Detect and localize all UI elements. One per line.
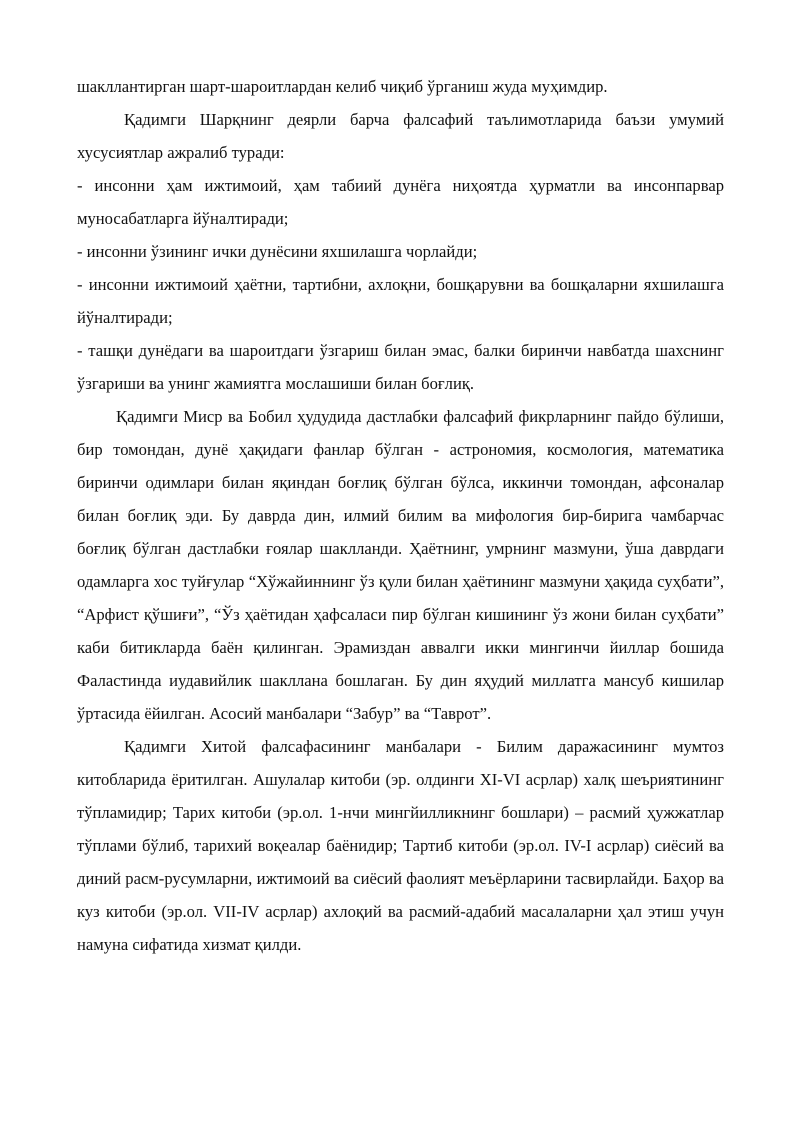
paragraph-continuation: шакллантирган шарт-шароитлардан келиб чиқиб ўрганиш жуда муҳимдир. (77, 77, 608, 96)
list-item-feature-2: - инсонни ўзининг ички дунёсини яхшилашга чорлайди; (77, 242, 478, 261)
list-item-feature-1: - инсонни ҳам ижтимоий, ҳам табиий дунёга ниҳоятда ҳурматли ва инсонпарвар муносабатларга йўналтиради; (77, 176, 724, 228)
paragraph-egypt-babylon: Қадимги Миср ва Бобил ҳудудида дастлабки фалсафий фикрларнинг пайдо бўлиши, бир томондан, дунё ҳақидаги фанлар бўлган - астрономия, космология, математика биринчи одимлари билан яқиндан боғлиқ бўлган бўлса, иккинчи томондан, афсоналар билан боғлиқ эди. Бу даврда дин, илмий билим ва мифология бир-бирига чамбарчас боғлиқ бўлган дастлабки ғоялар шаклланди. Ҳаётнинг, умрнинг мазмуни, ўша даврдаги одамларга хос туйғулар “Хўжайиннинг ўз қули билан ҳаётининг мазмуни ҳақида суҳбати”, “Арфист қўшиғи”, “Ўз ҳаётидан ҳафсаласи пир бўлган кишининг ўз жони билан суҳбати” каби битикларда баён қилинган. Эрамиздан аввалги икки мингинчи йиллар бошида Фаластинда иудавийлик шакллана бошлаган. Бу дин яҳудий миллатга мансуб кишилар ўртасида ёйилган. Асосий манбалари “Забур” ва “Таврот”. (77, 407, 724, 723)
paragraph-ancient-china: Қадимги Хитой фалсафасининг манбалари - Билим даражасининг мумтоз китобларида ёритилган. Ашулалар китоби (эр. олдинги XI-VI асрлар) халқ шеъриятининг тўпламидир; Тарих китоби (эр.ол. 1-нчи мингйилликнинг бошлари) – расмий ҳужжатлар тўплами бўлиб, тарихий воқеалар баёнидир; Тартиб китоби (эр.ол. IV-I асрлар) сиёсий ва диний расм-русумларни, ижтимоий ва сиёсий фаолият меъёрларини тасвирлайди. Баҳор ва куз китоби (эр.ол. VII-IV асрлар) ахлоқий ва расмий-адабий масалаларни ҳал этиш учун намуна сифатида хизмат қилди. (77, 737, 724, 954)
document-body (77, 70, 724, 961)
paragraph-eastern-features-intro: Қадимги Шарқнинг деярли барча фалсафий таълимотларида баъзи умумий хусусиятлар ажралиб туради: (77, 110, 724, 162)
list-item-feature-3: - инсонни ижтимоий ҳаётни, тартибни, ахлоқни, бошқарувни ва бошқаларни яхшилашга йўналтиради; (77, 275, 724, 327)
list-item-feature-4: - ташқи дунёдаги ва шароитдаги ўзгариш билан эмас, балки биринчи навбатда шахснинг ўзгариши ва унинг жамиятга мослашиши билан боғлиқ. (77, 341, 724, 393)
